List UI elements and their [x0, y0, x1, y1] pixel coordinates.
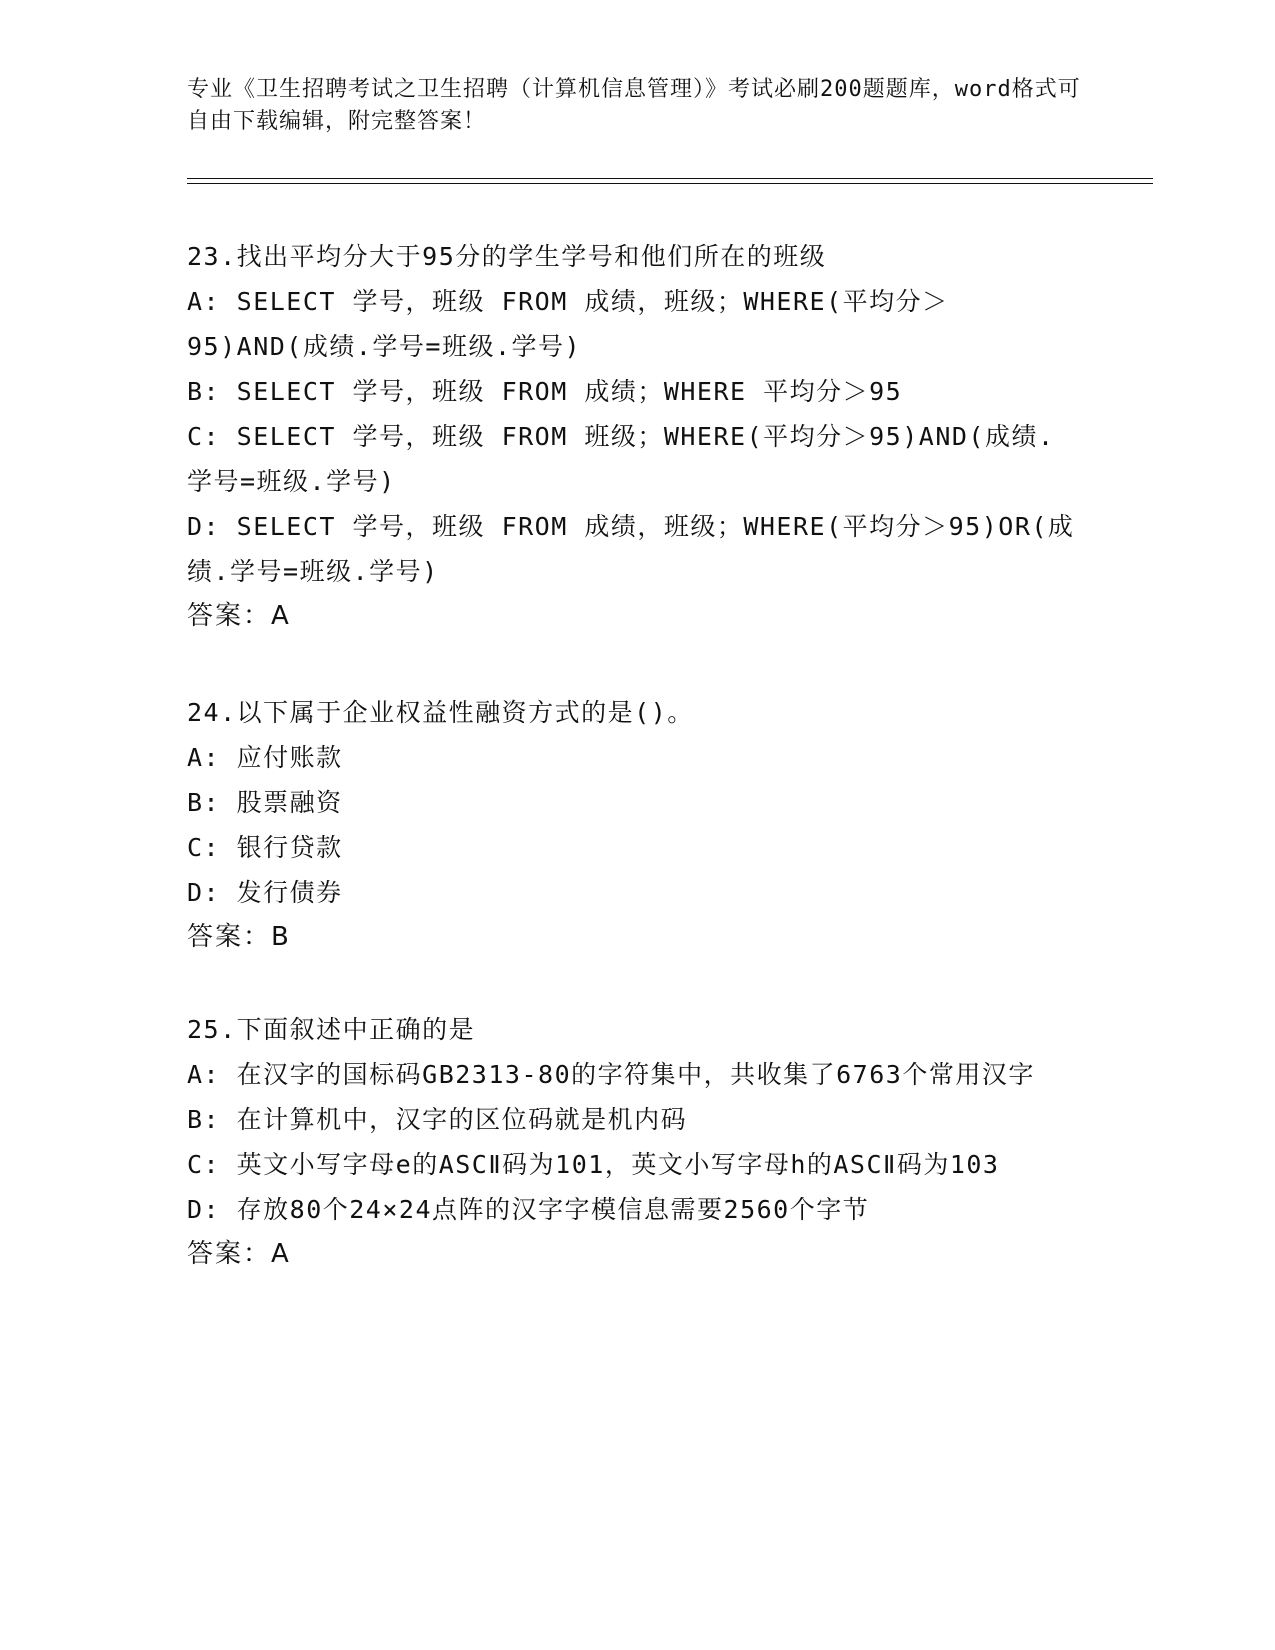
- document-header: 专业《卫生招聘考试之卫生招聘（计算机信息管理）》考试必刷200题题库，word格式可自由下载编辑，附完整答案！: [187, 77, 1081, 134]
- question-stem: 25.下面叙述中正确的是: [187, 1015, 476, 1044]
- option-a: A: 在汉字的国标码GB2313-80的字符集中，共收集了6763个常用汉字: [187, 1060, 1035, 1089]
- question-25: [187, 1007, 1077, 1277]
- answer-label: 答案：A: [187, 601, 291, 631]
- option-d: D: 存放80个24×24点阵的汉字字模信息需要2560个字节: [187, 1195, 870, 1224]
- option-a: A: SELECT 学号，班级 FROM 成绩，班级；WHERE(平均分＞95)AND(成绩.学号=班级.学号): [187, 287, 949, 361]
- question-24: [187, 690, 1077, 960]
- answer-label: 答案：B: [187, 922, 291, 952]
- option-a: A: 应付账款: [187, 743, 343, 772]
- option-c: C: 英文小写字母e的ASCⅡ码为101，英文小写字母h的ASCⅡ码为103: [187, 1150, 1000, 1179]
- option-d: D: 发行债券: [187, 878, 343, 907]
- question-stem: 24.以下属于企业权益性融资方式的是()。: [187, 698, 694, 727]
- option-d: D: SELECT 学号，班级 FROM 成绩，班级；WHERE(平均分＞95)OR(成绩.学号=班级.学号): [187, 512, 1075, 586]
- option-c: C: SELECT 学号，班级 FROM 班级；WHERE(平均分＞95)AND(成绩.学号=班级.学号): [187, 422, 1055, 496]
- option-c: C: 银行贷款: [187, 833, 343, 862]
- header-divider-top: [187, 178, 1153, 179]
- option-b: B: 股票融资: [187, 788, 343, 817]
- answer-label: 答案：A: [187, 1239, 291, 1269]
- question-stem: 23.找出平均分大于95分的学生学号和他们所在的班级: [187, 242, 827, 271]
- question-23: [187, 234, 1077, 639]
- option-b: B: 在计算机中，汉字的区位码就是机内码: [187, 1105, 688, 1134]
- option-b: B: SELECT 学号，班级 FROM 成绩；WHERE 平均分＞95: [187, 377, 903, 406]
- header-divider-bottom: [187, 183, 1153, 184]
